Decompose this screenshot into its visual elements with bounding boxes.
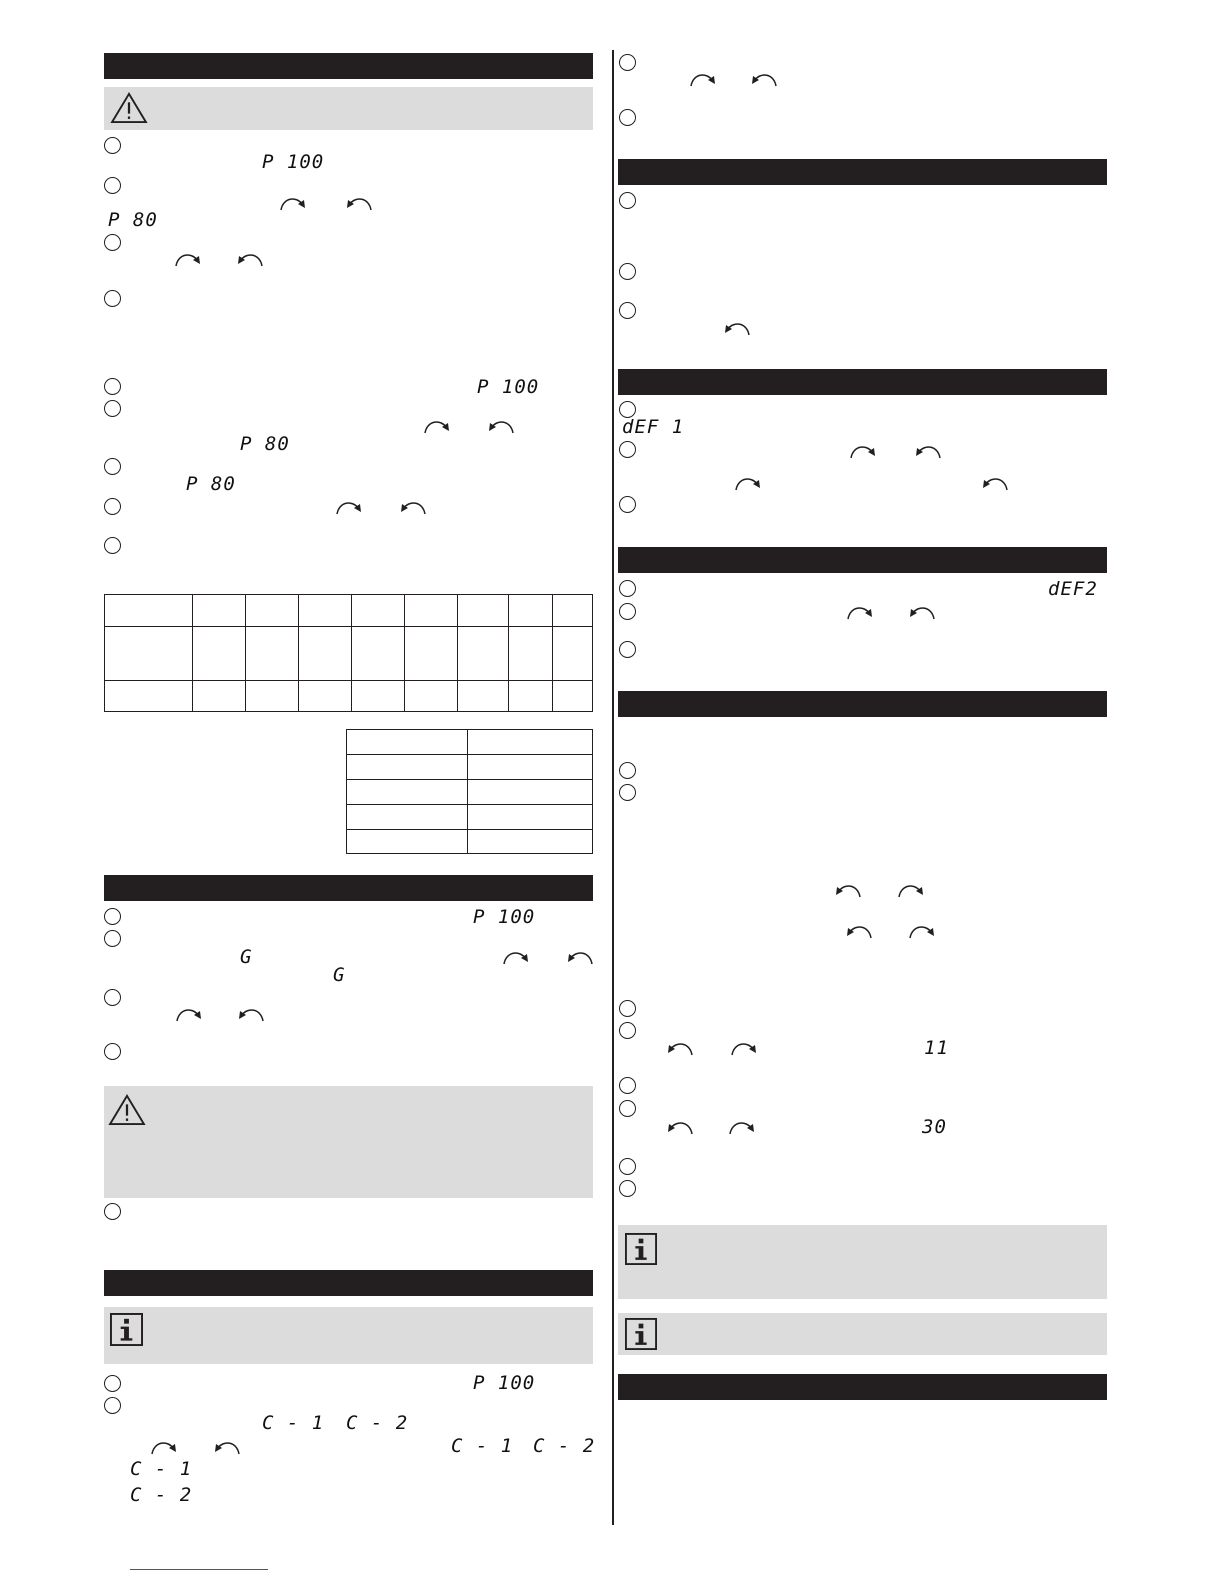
- display-readout: C - 1: [130, 1458, 193, 1480]
- info-i-icon: [625, 1318, 657, 1350]
- section-header-bar: [104, 1270, 593, 1296]
- counterclockwise-arrow-icon: [212, 1437, 242, 1457]
- step-circle-icon: [619, 109, 636, 126]
- step-circle-icon: [104, 989, 121, 1006]
- info-i-icon: [625, 1233, 657, 1265]
- step-circle-icon: [104, 458, 121, 475]
- step-circle-icon: [619, 192, 636, 209]
- display-readout: C - 1: [262, 1412, 325, 1434]
- counterclockwise-arrow-icon: [398, 497, 428, 517]
- display-readout: C - 2: [346, 1412, 409, 1434]
- clockwise-arrow-icon: [848, 441, 878, 461]
- clockwise-arrow-icon: [727, 1117, 757, 1137]
- step-circle-icon: [104, 908, 121, 925]
- display-readout: G: [240, 946, 253, 968]
- clockwise-arrow-icon: [149, 1437, 179, 1457]
- counterclockwise-arrow-icon: [565, 947, 595, 967]
- counterclockwise-arrow-icon: [913, 441, 943, 461]
- step-circle-icon: [104, 234, 121, 251]
- step-circle-icon: [619, 603, 636, 620]
- display-readout: P 80: [240, 433, 290, 455]
- step-circle-icon: [619, 784, 636, 801]
- clockwise-arrow-icon: [729, 1038, 759, 1058]
- display-readout: P 100: [262, 151, 325, 173]
- step-circle-icon: [619, 302, 636, 319]
- step-circle-icon: [104, 498, 121, 515]
- step-circle-icon: [619, 762, 636, 779]
- section-header-bar: [618, 691, 1107, 717]
- step-circle-icon: [104, 1043, 121, 1060]
- display-readout: P 80: [186, 473, 236, 495]
- counterclockwise-arrow-icon: [665, 1117, 695, 1137]
- counterclockwise-arrow-icon: [235, 249, 265, 269]
- clockwise-arrow-icon: [733, 473, 763, 493]
- small-settings-table: [346, 729, 593, 854]
- display-readout: 11: [924, 1037, 949, 1059]
- step-circle-icon: [104, 930, 121, 947]
- display-readout: P 80: [108, 209, 158, 231]
- display-readout: 30: [922, 1116, 947, 1138]
- counterclockwise-arrow-icon: [980, 473, 1010, 493]
- counterclockwise-arrow-icon: [344, 193, 374, 213]
- step-circle-icon: [104, 290, 121, 307]
- step-circle-icon: [619, 1100, 636, 1117]
- display-readout: P 100: [473, 906, 536, 928]
- display-readout: G: [333, 964, 346, 986]
- info-i-icon: [110, 1313, 143, 1346]
- step-circle-icon: [619, 641, 636, 658]
- section-header-bar: [104, 53, 593, 79]
- step-circle-icon: [619, 496, 636, 513]
- step-circle-icon: [104, 537, 121, 554]
- step-circle-icon: [104, 137, 121, 154]
- clockwise-arrow-icon: [174, 1004, 204, 1024]
- counterclockwise-arrow-icon: [833, 880, 863, 900]
- step-circle-icon: [619, 441, 636, 458]
- step-circle-icon: [104, 1375, 121, 1392]
- display-readout: C - 1: [451, 1435, 514, 1457]
- clockwise-arrow-icon: [907, 921, 937, 941]
- counterclockwise-arrow-icon: [844, 921, 874, 941]
- display-readout: C - 2: [533, 1435, 596, 1457]
- counterclockwise-arrow-icon: [236, 1004, 266, 1024]
- step-circle-icon: [104, 400, 121, 417]
- info-box: [104, 1307, 593, 1364]
- display-readout: C - 2: [130, 1484, 193, 1506]
- step-circle-icon: [104, 378, 121, 395]
- step-circle-icon: [619, 263, 636, 280]
- step-circle-icon: [104, 1397, 121, 1414]
- section-header-bar: [618, 1374, 1107, 1400]
- clockwise-arrow-icon: [845, 602, 875, 622]
- footer-link-underline[interactable]: [130, 1569, 268, 1570]
- display-readout: dEF2: [1048, 578, 1098, 600]
- counterclockwise-arrow-icon: [665, 1038, 695, 1058]
- display-readout: P 100: [473, 1372, 536, 1394]
- step-circle-icon: [619, 1158, 636, 1175]
- counterclockwise-arrow-icon: [749, 69, 779, 89]
- warning-box: [104, 87, 593, 130]
- step-circle-icon: [104, 177, 121, 194]
- clockwise-arrow-icon: [688, 69, 718, 89]
- clockwise-arrow-icon: [334, 497, 364, 517]
- clockwise-arrow-icon: [278, 193, 308, 213]
- step-circle-icon: [619, 1180, 636, 1197]
- clockwise-arrow-icon: [501, 947, 531, 967]
- clockwise-arrow-icon: [422, 416, 452, 436]
- step-circle-icon: [619, 54, 636, 71]
- clockwise-arrow-icon: [173, 249, 203, 269]
- counterclockwise-arrow-icon: [486, 416, 516, 436]
- step-circle-icon: [104, 1203, 121, 1220]
- step-circle-icon: [619, 1000, 636, 1017]
- warning-triangle-icon: [108, 1094, 146, 1126]
- settings-table: [104, 594, 593, 712]
- display-readout: P 100: [477, 376, 540, 398]
- section-header-bar: [104, 875, 593, 901]
- counterclockwise-arrow-icon: [907, 602, 937, 622]
- step-circle-icon: [619, 1077, 636, 1094]
- column-divider: [612, 50, 614, 1525]
- section-header-bar: [618, 159, 1107, 185]
- warning-box: [104, 1086, 593, 1198]
- step-circle-icon: [619, 1022, 636, 1039]
- clockwise-arrow-icon: [896, 880, 926, 900]
- display-readout: dEF 1: [622, 416, 685, 438]
- section-header-bar: [618, 547, 1107, 573]
- section-header-bar: [618, 369, 1107, 395]
- step-circle-icon: [619, 580, 636, 597]
- counterclockwise-arrow-icon: [722, 318, 752, 338]
- info-box: [618, 1225, 1107, 1299]
- warning-triangle-icon: [110, 92, 148, 124]
- info-box: [618, 1313, 1107, 1355]
